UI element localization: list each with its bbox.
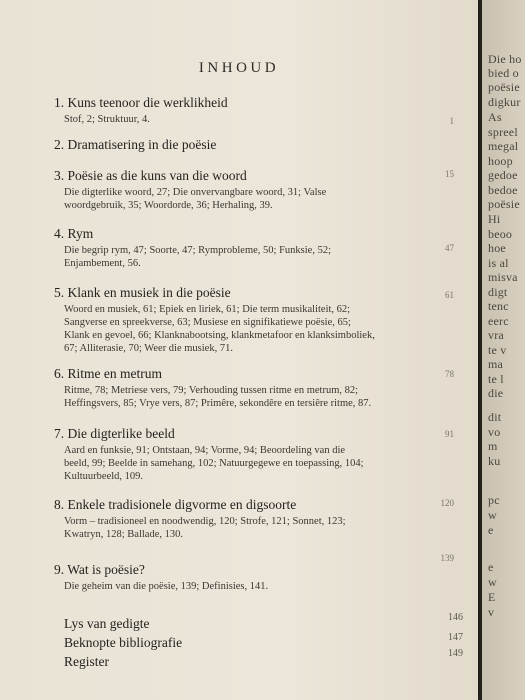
page-number: 147	[448, 632, 463, 643]
facing-page-fragment: vra	[488, 328, 504, 342]
facing-page-fragment: die	[488, 386, 504, 400]
toc-subtopics	[54, 580, 454, 593]
toc-entry-6	[54, 365, 454, 410]
facing-page-fragment: te v	[488, 343, 507, 357]
subtopic-line: Die digterlike woord, 27; Die onvervangbare woord, 31; Valse	[64, 187, 327, 198]
page-number: 149	[448, 648, 463, 659]
facing-page-fragment: vo	[488, 425, 501, 439]
facing-page-fragment: pc	[488, 493, 500, 507]
page-number: 15	[445, 169, 454, 179]
toc-entry-4	[54, 225, 454, 270]
subtopic-line: Enjambement, 56.	[64, 258, 141, 269]
subtopic-line: Stof, 2; Struktuur, 4.	[64, 114, 150, 125]
subtopic-line: Die geheim van die poësie, 139; Definisies, 141.	[64, 581, 269, 592]
toc-heading: 6. Ritme en metrum	[54, 366, 162, 381]
subtopic-line: Ritme, 78; Metriese vers, 79; Verhouding tussen ritme en metrum, 82;	[64, 385, 359, 396]
toc-heading: 3. Poësie as die kuns van die woord	[54, 168, 247, 183]
subtopic-line: Kwatryn, 128; Ballade, 130.	[64, 529, 183, 540]
page-number: 78	[445, 369, 454, 379]
toc-heading: 4. Rym	[54, 226, 94, 241]
facing-page-fragment: megal	[488, 139, 519, 153]
toc-entry-7	[54, 425, 454, 483]
facing-page-fragment: E	[488, 590, 496, 604]
subtopic-line: Klank en gevoel, 66; Klanknabootsing, klankmetafoor en klanksimboliek,	[64, 330, 375, 341]
page-title: INHOUD	[198, 60, 280, 76]
subtopic-line: 67; Alliterasie, 70; Weer die musiek, 71.	[64, 343, 233, 354]
toc-entry-9	[54, 553, 454, 593]
facing-page-fragment: is al	[488, 256, 509, 270]
facing-page-fragment: As	[488, 110, 502, 124]
facing-page-fragment: Hi	[488, 212, 501, 226]
facing-page-fragment: poësie	[488, 80, 520, 94]
facing-page-fragment: te l	[488, 372, 504, 386]
subtopic-line: Die begrip rym, 47; Soorte, 47; Rymprobleme, 50; Funksie, 52;	[64, 245, 332, 256]
facing-page-fragment: w	[488, 508, 497, 522]
subtopic-line: Woord en musiek, 61; Epiek en liriek, 61; Die term musikaliteit, 62;	[64, 304, 351, 315]
toc-entry-8	[54, 496, 454, 541]
facing-page-fragment: digkur	[488, 95, 521, 109]
facing-page-fragment: e	[488, 560, 494, 574]
facing-page-fragment: poësie	[488, 197, 520, 211]
toc-subtopics	[54, 186, 454, 212]
facing-page-fragment: bied o	[488, 66, 519, 80]
facing-page-fragment: Die ho	[488, 52, 522, 66]
page-number: 139	[440, 553, 454, 563]
toc-subtopics	[54, 444, 454, 483]
facing-page-fragment: bedoe	[488, 183, 518, 197]
toc-extra-poem-list: Lys van gedigte	[64, 616, 150, 631]
toc-heading: 9. Wat is poësie?	[54, 562, 145, 577]
page-number: 146	[448, 612, 463, 623]
facing-page-fragment: beoo	[488, 227, 513, 241]
facing-page-fragment: e	[488, 523, 494, 537]
toc-heading: 5. Klank en musiek in die poësie	[54, 285, 231, 300]
subtopic-line: beeld, 99; Beelde in samehang, 102; Natuurgegewe en toepassing, 104;	[64, 458, 364, 469]
toc-heading: 7. Die digterlike beeld	[54, 426, 175, 441]
subtopic-line: Vorm – tradisioneel en noodwendig, 120; Strofe, 121; Sonnet, 123;	[64, 516, 346, 527]
facing-page-fragment: v	[488, 605, 495, 619]
subtopic-line: Kultuurbeeld, 109.	[64, 471, 144, 482]
toc-subtopics	[54, 384, 454, 410]
page-number: 91	[445, 429, 454, 439]
facing-page-fragment: tenc	[488, 299, 509, 313]
facing-page-fragment: dit	[488, 410, 502, 424]
toc-entry-3	[54, 167, 454, 212]
toc-heading: 2. Dramatisering in die poësie	[54, 137, 217, 152]
toc-subtopics	[54, 515, 454, 541]
toc-subtopics	[54, 244, 454, 270]
facing-page-fragment: hoe	[488, 241, 506, 255]
facing-page-fragment: spreel	[488, 125, 518, 139]
facing-page-fragment: ma	[488, 357, 504, 371]
toc-subtopics	[54, 113, 454, 126]
facing-page-fragment: gedoe	[488, 168, 518, 182]
toc-entry-1	[54, 94, 454, 126]
toc-extra-bibliography: Beknopte bibliografie	[64, 635, 183, 650]
toc-entry-2	[54, 136, 454, 153]
facing-page-fragment: digt	[488, 285, 508, 299]
toc-entry-5	[54, 284, 454, 355]
facing-page-fragment: eerc	[488, 314, 509, 328]
facing-page-fragment: m	[488, 439, 498, 453]
toc-heading: 8. Enkele tradisionele digvorme en digsoorte	[54, 497, 297, 512]
toc-extra-index: Register	[64, 654, 109, 669]
facing-page-fragment: hoop	[488, 154, 513, 168]
page-number: 1	[449, 116, 454, 126]
facing-page	[482, 0, 525, 700]
facing-page-fragment: misva	[488, 270, 518, 284]
toc-subtopics	[54, 303, 454, 355]
subtopic-line: Sangverse en spreekverse, 63; Musiese en signifikatiewe poësie, 65;	[64, 317, 351, 328]
subtopic-line: Aard en funksie, 91; Ontstaan, 94; Vorme, 94; Beoordeling van die	[64, 445, 346, 456]
subtopic-line: woordgebruik, 35; Woordorde, 36; Herhaling, 39.	[64, 200, 273, 211]
toc-heading: 1. Kuns teenoor die werklikheid	[54, 95, 228, 110]
facing-page-fragment: w	[488, 575, 497, 589]
page-number: 47	[445, 243, 454, 253]
subtopic-line: Heffingsvers, 85; Vrye vers, 87; Primêre, sekondêre en tersiêre ritme, 87.	[64, 398, 372, 409]
facing-page-fragment: ku	[488, 454, 501, 468]
page-number: 61	[445, 290, 454, 300]
page-number: 120	[440, 498, 454, 508]
